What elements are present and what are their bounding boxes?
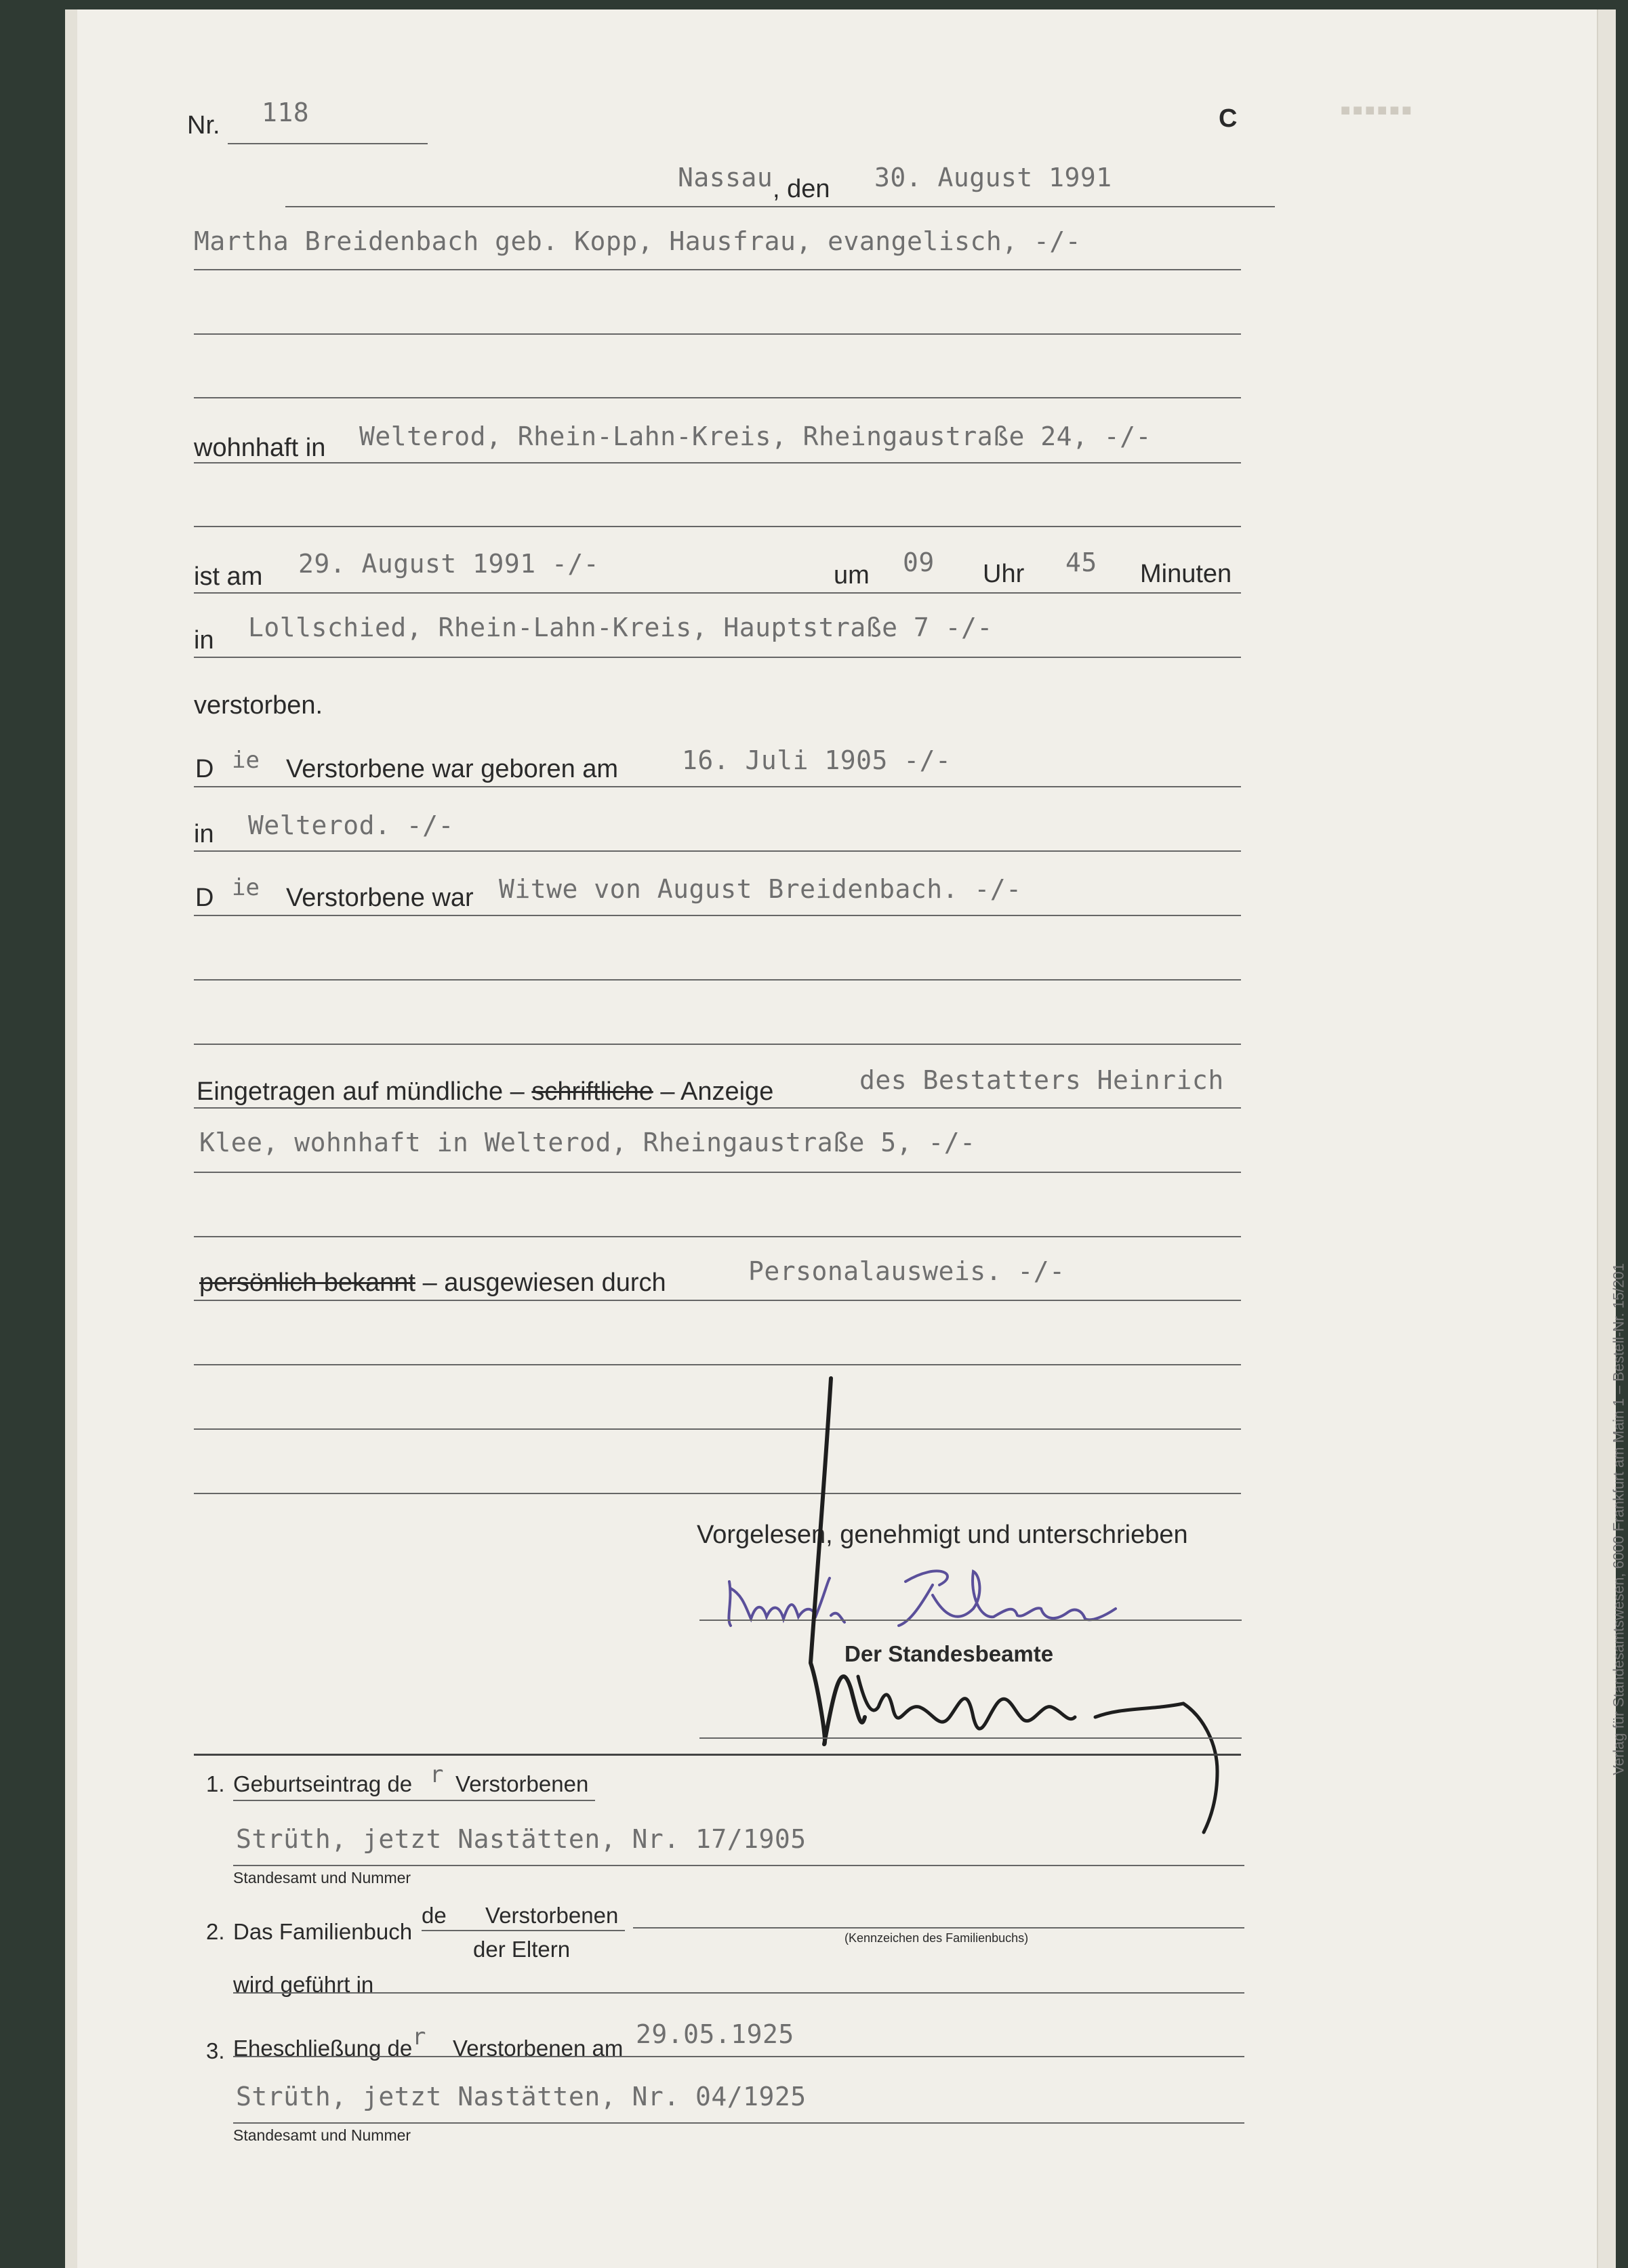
note3-value-line bbox=[233, 2122, 1244, 2124]
note3-r: r bbox=[412, 2023, 426, 2050]
birth-date-line bbox=[194, 786, 1241, 787]
bleed-through-text: ▪▪▪▪▪▪ bbox=[1339, 98, 1413, 121]
birth-place-line bbox=[194, 850, 1241, 852]
ie-suffix: ie bbox=[232, 747, 260, 774]
note3-value: Strüth, jetzt Nastätten, Nr. 04/1925 bbox=[236, 2082, 807, 2111]
note3-caption: Standesamt und Nummer bbox=[233, 2126, 411, 2144]
death-date-value: 29. August 1991 -/- bbox=[298, 549, 600, 579]
in-label: in bbox=[194, 626, 214, 655]
note2-label: Das Familienbuch bbox=[233, 1919, 413, 1944]
note1-r: r bbox=[430, 1761, 444, 1788]
death-place-line bbox=[194, 657, 1241, 658]
blank-line bbox=[194, 397, 1241, 398]
verstorben-label: verstorben. bbox=[194, 691, 323, 720]
note1-label-line bbox=[233, 1800, 595, 1801]
informant-line-2 bbox=[194, 1172, 1241, 1173]
d-label: D bbox=[195, 884, 214, 912]
note2-gefuehrt-line bbox=[233, 1992, 1244, 1994]
note3-date-line bbox=[233, 2056, 1244, 2057]
date-line bbox=[285, 206, 1275, 207]
d-label: D bbox=[195, 755, 214, 783]
marital-value: Witwe von August Breidenbach. -/- bbox=[499, 874, 1022, 904]
hour-value: 09 bbox=[903, 548, 935, 577]
um-label: um bbox=[834, 561, 870, 590]
nr-line bbox=[228, 143, 428, 144]
birth-date-value: 16. Juli 1905 -/- bbox=[682, 745, 952, 775]
blank-line bbox=[194, 333, 1241, 335]
residence-value: Welterod, Rhein-Lahn-Kreis, Rheingaustraße 24, -/- bbox=[359, 421, 1152, 451]
page-right-edge bbox=[1597, 9, 1616, 2268]
note2-kennzeichen-caption: (Kennzeichen des Familienbuchs) bbox=[844, 1931, 1029, 1945]
death-place-value: Lollschied, Rhein-Lahn-Kreis, Hauptstraße 7 -/- bbox=[248, 613, 993, 642]
note3-label-a: Eheschließung de bbox=[233, 2036, 413, 2061]
blank-line bbox=[194, 526, 1241, 527]
register-page bbox=[65, 9, 1627, 2268]
name-line bbox=[194, 269, 1241, 270]
note2-number: 2. bbox=[206, 1919, 225, 1944]
informant-line bbox=[194, 1107, 1241, 1109]
note2-fraction-line bbox=[422, 1930, 625, 1931]
informant-value-1: des Bestatters Heinrich bbox=[859, 1065, 1224, 1095]
uhr-label: Uhr bbox=[983, 560, 1025, 588]
wohnhaft-label: wohnhaft in bbox=[194, 434, 326, 462]
ie-suffix: ie bbox=[232, 874, 260, 901]
blank-line bbox=[194, 1044, 1241, 1045]
persoenlich-struck: persönlich bekannt bbox=[199, 1269, 415, 1297]
registrar-signature-line bbox=[699, 1737, 1242, 1739]
form-letter: C bbox=[1219, 104, 1238, 133]
note2-de: de bbox=[422, 1903, 447, 1928]
note2-verstorbenen: Verstorbenen bbox=[485, 1903, 619, 1928]
nr-value: 118 bbox=[262, 98, 310, 127]
page-binding-edge bbox=[65, 9, 77, 2268]
eingetragen-label: Eingetragen auf mündliche – schriftliche – Anzeige bbox=[197, 1077, 774, 1106]
deceased-name: Martha Breidenbach geb. Kopp, Hausfrau, evangelisch, -/- bbox=[194, 226, 1082, 256]
blank-line bbox=[194, 979, 1241, 981]
id-line bbox=[194, 1300, 1241, 1301]
in-label: in bbox=[194, 820, 214, 848]
vorgelesen-label: Vorgelesen, genehmigt und unterschrieben bbox=[697, 1521, 1188, 1549]
schriftliche-struck: schriftliche bbox=[531, 1077, 653, 1106]
marital-line bbox=[194, 915, 1241, 916]
date-value: 30. August 1991 bbox=[874, 163, 1112, 192]
marital-label: Verstorbene war bbox=[286, 884, 474, 912]
note1-caption: Standesamt und Nummer bbox=[233, 1869, 411, 1886]
note3-number: 3. bbox=[206, 2038, 225, 2063]
section-divider bbox=[194, 1754, 1241, 1756]
nr-label: Nr. bbox=[187, 111, 220, 140]
id-document-value: Personalausweis. -/- bbox=[748, 1256, 1065, 1286]
death-time-line bbox=[194, 592, 1241, 594]
note1-value: Strüth, jetzt Nastätten, Nr. 17/1905 bbox=[236, 1824, 807, 1854]
note1-label-a: Geburtseintrag de bbox=[233, 1771, 413, 1796]
note3-label-b: Verstorbenen am bbox=[453, 2036, 624, 2061]
minuten-label: Minuten bbox=[1140, 560, 1232, 588]
istam-label: ist am bbox=[194, 562, 263, 591]
publisher-margin-print: Verlag für Standesamtswesen, 6000 Frankfurt am Main 1 – Bestell-Nr. 15/201 bbox=[1610, 1263, 1627, 1775]
note1-number: 1. bbox=[206, 1771, 225, 1796]
note2-kennzeichen-line bbox=[633, 1927, 1244, 1929]
note3-date: 29.05.1925 bbox=[636, 2019, 794, 2049]
note2-gefuehrt: wird geführt in bbox=[233, 1972, 374, 1997]
residence-line bbox=[194, 462, 1241, 463]
minute-value: 45 bbox=[1065, 548, 1097, 577]
informant-value-2: Klee, wohnhaft in Welterod, Rheingaustraße 5, -/- bbox=[199, 1128, 976, 1157]
den-label: , den bbox=[773, 175, 830, 203]
blank-line bbox=[194, 1236, 1241, 1237]
ausgewiesen-label: persönlich bekannt – ausgewiesen durch bbox=[199, 1269, 666, 1297]
geboren-label: Verstorbene war geboren am bbox=[286, 755, 619, 783]
standesbeamte-label: Der Standesbeamte bbox=[844, 1641, 1054, 1666]
note1-label-b: Verstorbenen bbox=[455, 1771, 589, 1796]
place-value: Nassau bbox=[678, 163, 773, 192]
birth-place-value: Welterod. -/- bbox=[248, 810, 454, 840]
note2-eltern: der Eltern bbox=[473, 1937, 571, 1962]
registrar-signature bbox=[716, 1365, 1326, 1839]
note1-value-line bbox=[233, 1865, 1244, 1866]
